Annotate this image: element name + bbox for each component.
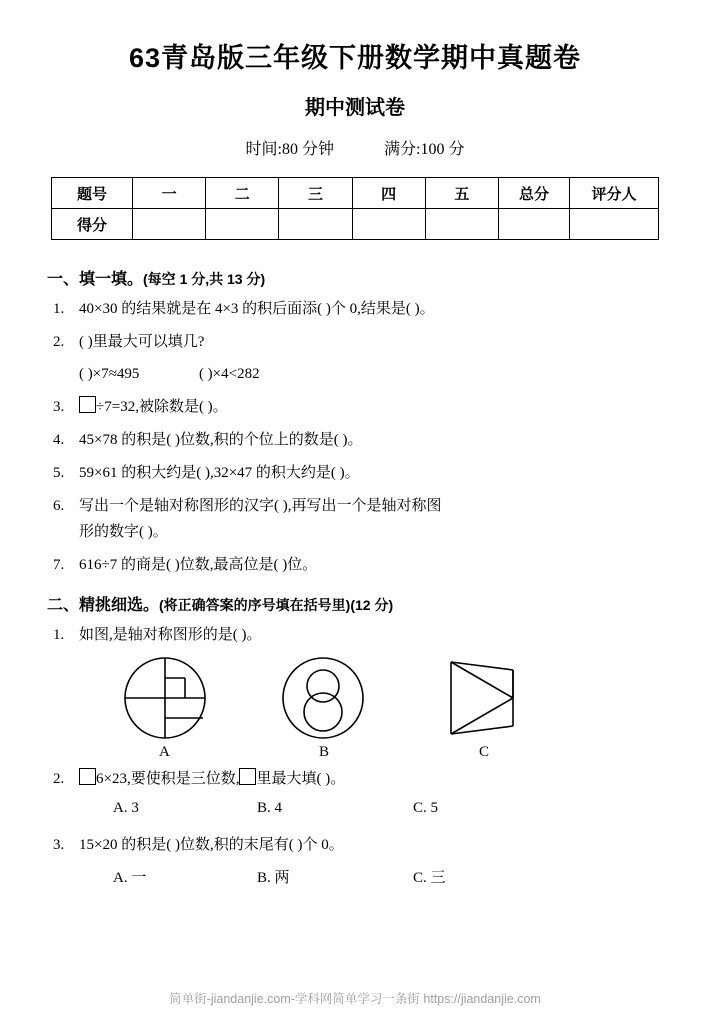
page-subtitle: 期中测试卷 xyxy=(305,97,405,119)
shape-a-circle-diagram xyxy=(117,656,213,745)
score-table-cell xyxy=(352,209,425,240)
question-1-2-subline xyxy=(79,361,665,387)
option-c[interactable]: C. 5 xyxy=(413,800,439,816)
question-1-1 xyxy=(53,296,665,322)
question-number: 6. xyxy=(53,498,65,514)
section-2-heading xyxy=(47,592,665,615)
question-1-7 xyxy=(53,552,665,578)
question-1-3 xyxy=(53,394,665,420)
question-2-2-options xyxy=(113,800,665,822)
score-table-cell: 得分 xyxy=(52,209,133,240)
question-2-3 xyxy=(53,832,665,858)
score-table-cell: 评分人 xyxy=(570,178,659,209)
option-b[interactable]: B. 4 xyxy=(257,800,283,816)
shape-c-bowtie-diagram xyxy=(435,656,531,745)
score-table-cell: 三 xyxy=(279,178,352,209)
option-a[interactable]: A. 一 xyxy=(113,870,147,886)
score-label: 满分:100 分 xyxy=(384,141,465,158)
score-table xyxy=(51,177,659,240)
question-number: 1. xyxy=(53,627,65,643)
section-1-title: 一、填一填。 xyxy=(47,271,144,288)
time-label: 时间:80 分钟 xyxy=(245,141,334,158)
shape-label-c: C xyxy=(479,744,490,760)
question-2-1 xyxy=(53,622,665,648)
question-1-2 xyxy=(53,329,665,355)
question-1-2-part-a: ( )×7≈495 xyxy=(79,366,140,382)
question-1-6 xyxy=(53,493,665,545)
question-text: ÷7=32,被除数是( )。 xyxy=(96,399,228,415)
section-1-heading xyxy=(47,266,665,289)
shape-options-row xyxy=(79,656,665,760)
question-text-cont: 形的数字( )。 xyxy=(79,524,168,540)
question-text: ( )里最大可以填几? xyxy=(79,334,205,350)
question-text: 15×20 的积是( )位数,积的末尾有( )个 0。 xyxy=(79,837,344,853)
question-number: 1. xyxy=(53,301,65,317)
question-number: 7. xyxy=(53,557,65,573)
score-table-cell: 题号 xyxy=(52,178,133,209)
question-number: 3. xyxy=(53,399,65,415)
question-number: 4. xyxy=(53,432,65,448)
shape-label-a: A xyxy=(159,744,170,760)
score-table-cell: 一 xyxy=(133,178,206,209)
option-a[interactable]: A. 3 xyxy=(113,800,139,816)
option-c[interactable]: C. 三 xyxy=(413,870,446,886)
blank-box-icon xyxy=(79,396,96,413)
question-1-5 xyxy=(53,460,665,486)
score-table-cell xyxy=(133,209,206,240)
score-table-cell: 四 xyxy=(352,178,425,209)
question-text: 616÷7 的商是( )位数,最高位是( )位。 xyxy=(79,557,318,573)
option-b[interactable]: B. 两 xyxy=(257,870,290,886)
question-number: 2. xyxy=(53,334,65,350)
score-table-cell: 总分 xyxy=(499,178,570,209)
exam-page xyxy=(0,36,710,1021)
shape-b-circle-eight-diagram xyxy=(275,656,371,745)
score-table-cell xyxy=(425,209,498,240)
score-table-cell xyxy=(279,209,352,240)
question-text: 45×78 的积是( )位数,积的个位上的数是( )。 xyxy=(79,432,363,448)
exam-content xyxy=(45,240,665,888)
question-text: 6×23,要使积是三位数, xyxy=(96,771,240,787)
section-2-title: 二、精挑细选。 xyxy=(47,597,160,614)
question-text: 写出一个是轴对称图形的汉字( ),再写出一个是轴对称图 xyxy=(79,498,442,514)
question-number: 5. xyxy=(53,465,65,481)
shape-label-b: B xyxy=(319,744,330,760)
question-text-2: 里最大填( )。 xyxy=(256,771,346,787)
question-2-2 xyxy=(53,766,665,792)
table-row xyxy=(52,178,659,209)
score-table-cell xyxy=(206,209,279,240)
table-row xyxy=(52,209,659,240)
question-1-4 xyxy=(53,427,665,453)
blank-box-icon xyxy=(79,768,96,785)
question-text: 59×61 的积大约是( ),32×47 的积大约是( )。 xyxy=(79,465,360,481)
score-table-cell xyxy=(499,209,570,240)
question-1-2-part-b: ( )×4<282 xyxy=(198,366,260,382)
section-2-note: (将正确答案的序号填在括号里)(12 分) xyxy=(159,597,394,613)
section-1-note: (每空 1 分,共 13 分) xyxy=(143,271,266,287)
score-table-cell xyxy=(570,209,659,240)
blank-box-icon xyxy=(239,768,256,785)
page-title: 63青岛版三年级下册数学期中真题卷 xyxy=(128,43,582,73)
footer-watermark: 简单街-jiandanjie.com-学科网简单学习一条街 https://jiandanjie.com xyxy=(169,992,541,1006)
question-number: 2. xyxy=(53,771,65,787)
question-2-3-options xyxy=(113,866,665,888)
score-table-cell: 五 xyxy=(425,178,498,209)
question-text: 如图,是轴对称图形的是( )。 xyxy=(79,627,262,643)
question-number: 3. xyxy=(53,837,65,853)
exam-meta xyxy=(0,136,710,159)
score-table-cell: 二 xyxy=(206,178,279,209)
question-text: 40×30 的结果就是在 4×3 的积后面添( )个 0,结果是( )。 xyxy=(79,301,435,317)
